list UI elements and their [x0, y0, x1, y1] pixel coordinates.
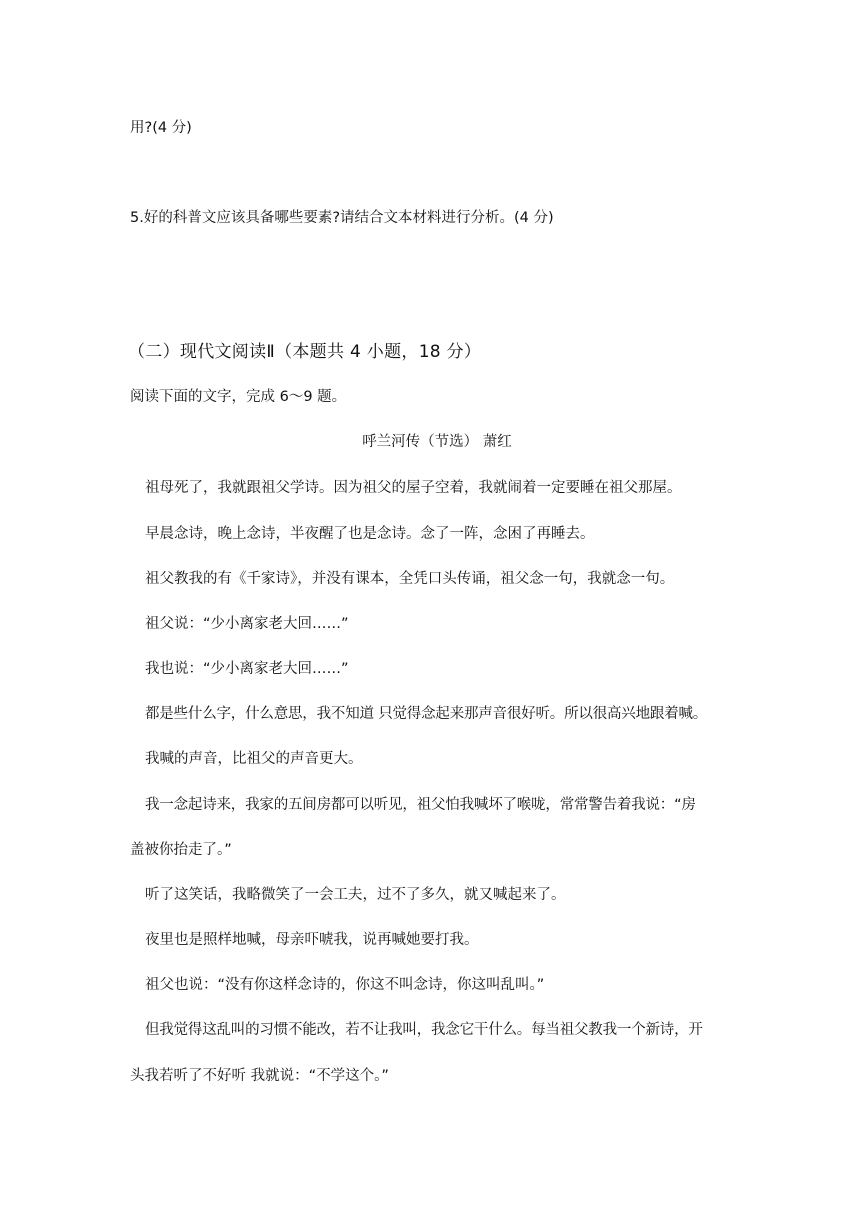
paragraph-line: 我也说：“少小离家老大回……”: [145, 661, 349, 677]
paragraph-line: 都是些什么字，什么意思，我不知道 只觉得念起来那声音很好听。所以很高兴地跟着喊。: [145, 706, 708, 722]
paragraph-line: 听了这笑话，我略微笑了一会工夫，过不了多久，就又喊起来了。: [145, 887, 566, 903]
paragraph-line: 夜里也是照样地喊，母亲吓唬我，说再喊她要打我。: [145, 932, 479, 948]
question-5: 5.好的科普文应该具备哪些要素?请结合文本材料进行分析。(4 分): [130, 210, 554, 226]
paragraph-line: 祖父也说：“没有你这样念诗的，你这不叫念诗，你这叫乱叫。”: [145, 977, 545, 993]
paragraph-line: 头我若听了不好听 我就说：“不学这个。”: [130, 1068, 389, 1084]
instruction: 阅读下面的文字，完成 6～9 题。: [130, 389, 347, 405]
section-heading: （二）现代文阅读Ⅱ（本题共 4 小题，18 分）: [128, 342, 482, 362]
paragraph-line: 早晨念诗，晚上念诗，半夜醒了也是念诗。念了一阵，念困了再睡去。: [145, 526, 595, 542]
paragraph-line: 我一念起诗来，我家的五间房都可以听见，祖父怕我喊坏了喉咙，常常警告着我说：“房: [145, 797, 696, 813]
paragraph-line: 但我觉得这乱叫的习惯不能改，若不让我叫，我念它干什么。每当祖父教我一个新诗，开: [145, 1022, 703, 1038]
passage-title: 呼兰河传（节选） 萧红: [362, 434, 512, 450]
paragraph-line: 祖父教我的有《千家诗》，并没有课本，全凭口头传诵，祖父念一句，我就念一句。: [145, 571, 675, 587]
paragraph-line: 盖被你抬走了。”: [130, 842, 232, 858]
paragraph-line: 祖母死了，我就跟祖父学诗。因为祖父的屋子空着，我就闹着一定要睡在祖父那屋。: [145, 480, 682, 496]
question-tail: 用?(4 分): [130, 120, 192, 136]
paragraph-line: 祖父说：“少小离家老大回……”: [145, 616, 349, 632]
paragraph-line: 我喊的声音，比祖父的声音更大。: [145, 751, 363, 767]
